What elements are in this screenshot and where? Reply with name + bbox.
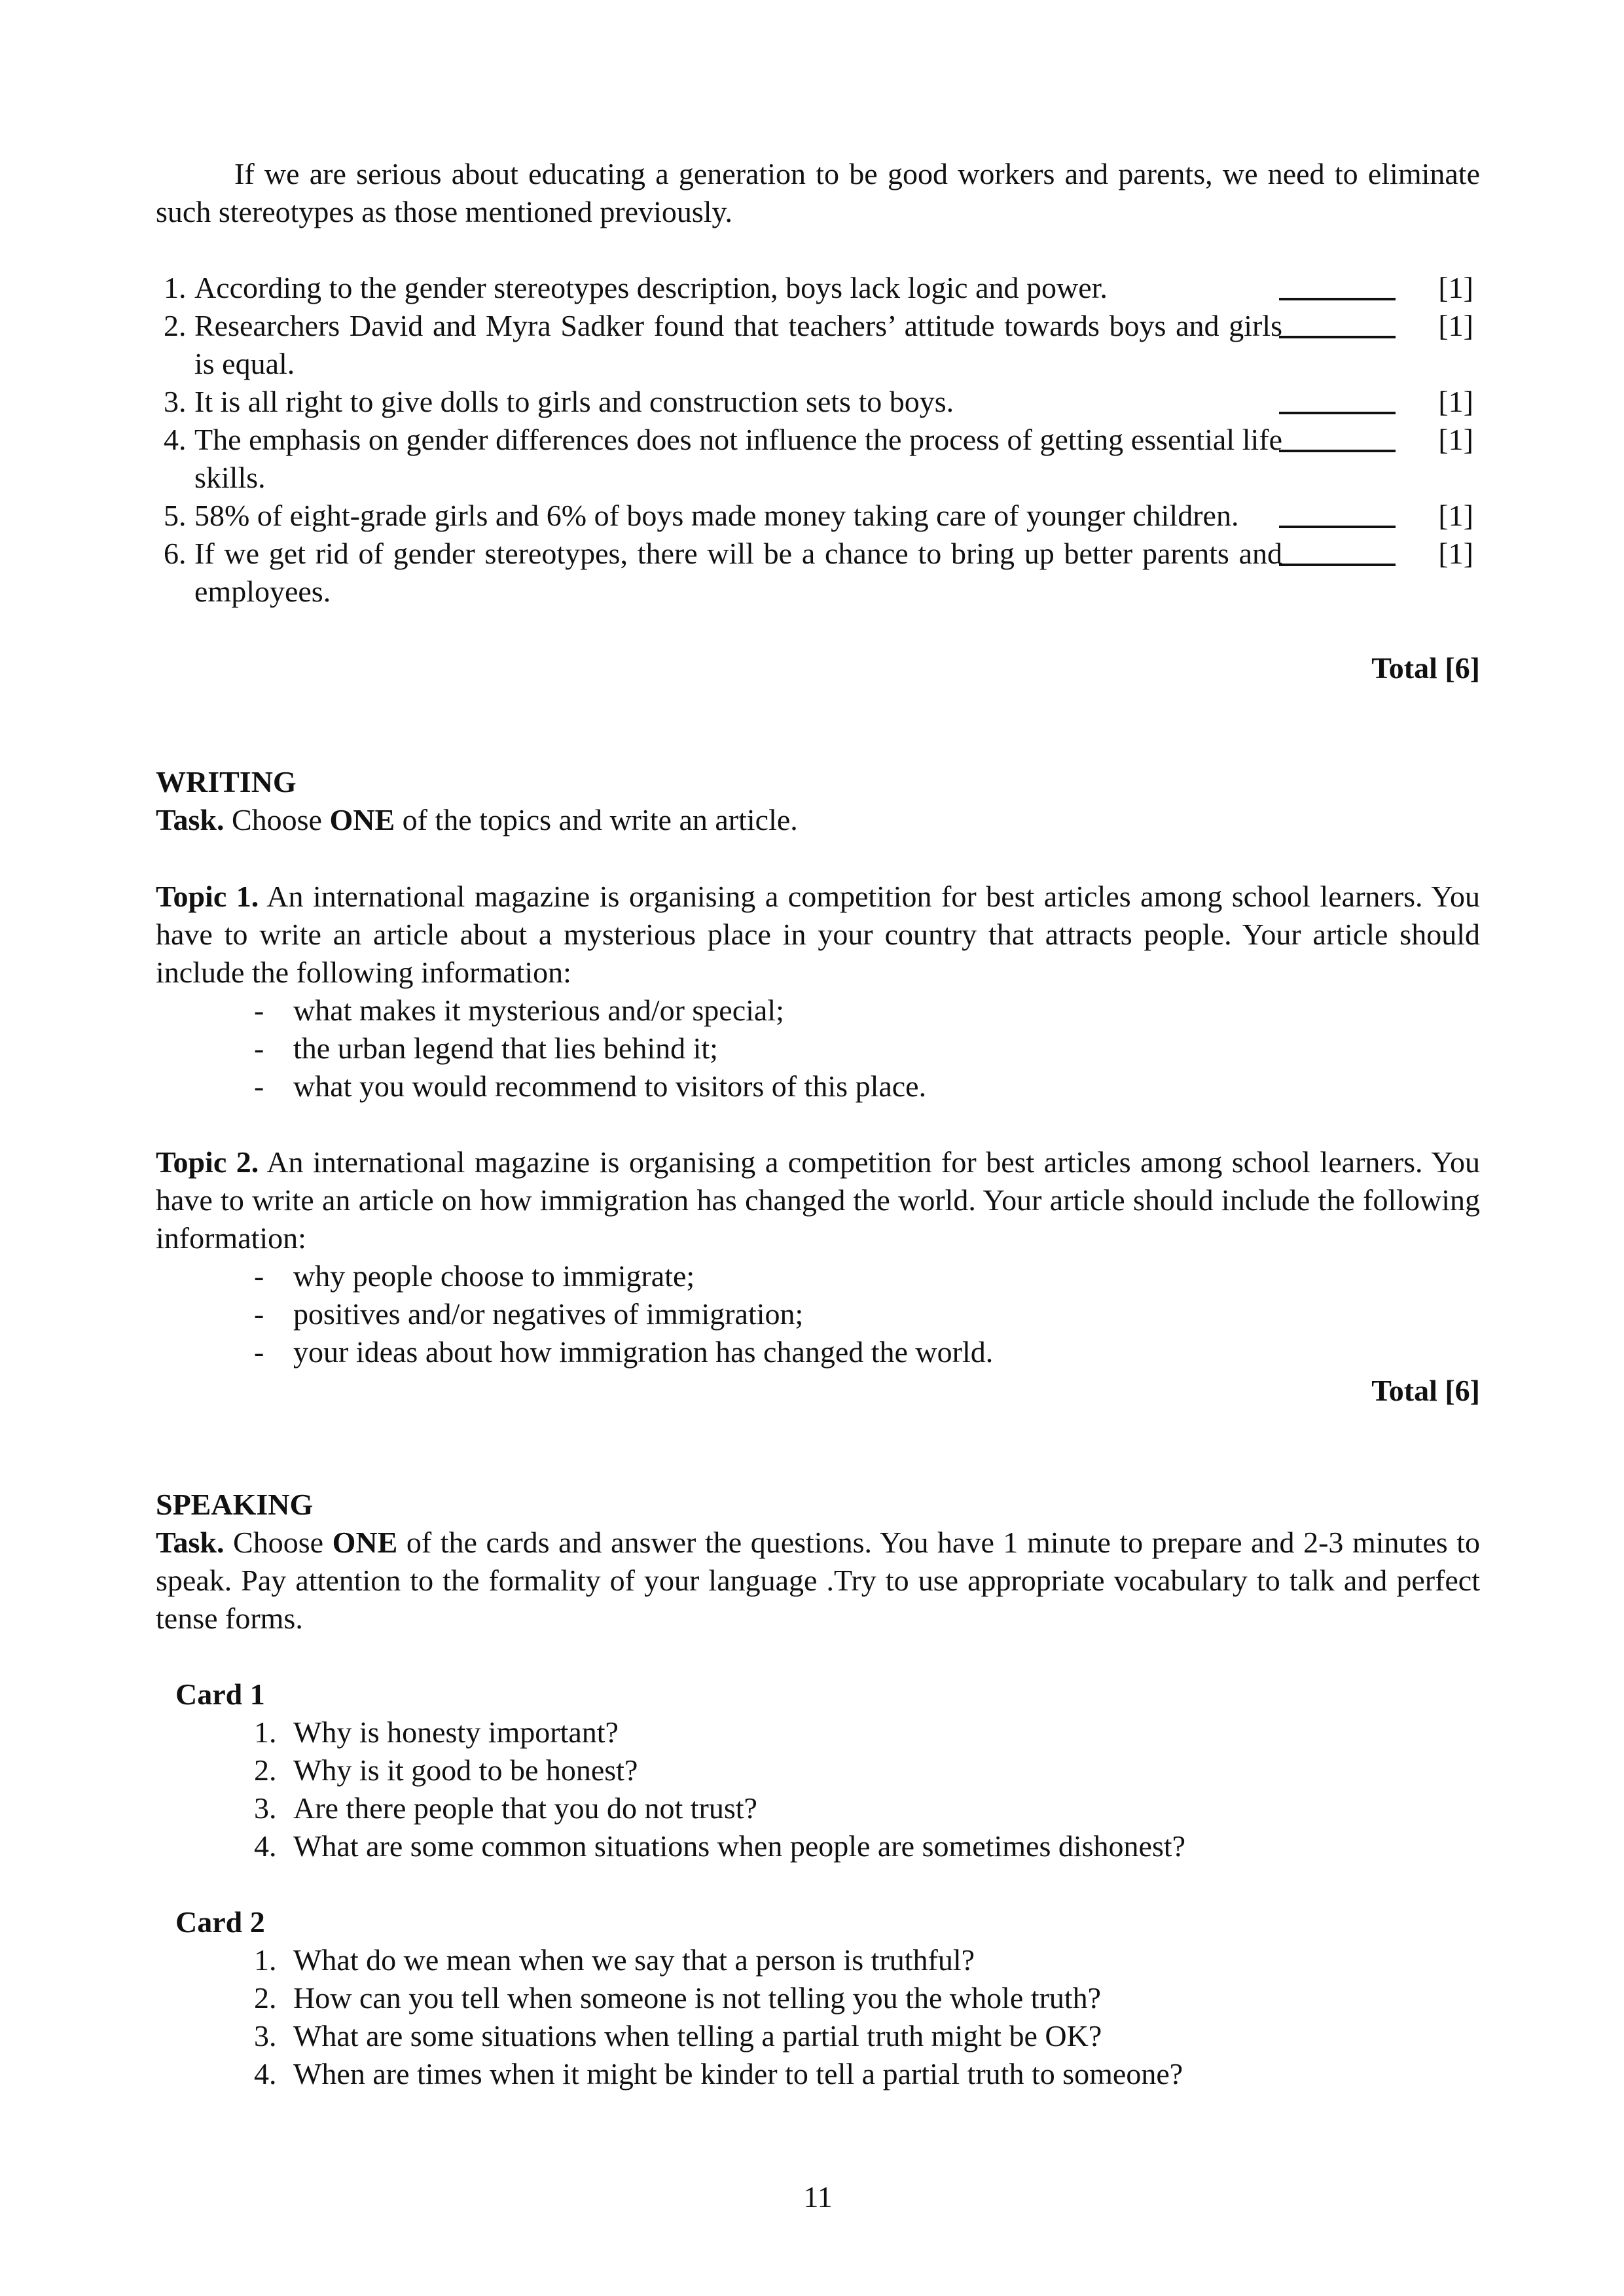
writing-heading: WRITING xyxy=(156,765,297,798)
answer-blank[interactable] xyxy=(1279,421,1396,452)
statement-number: 1. xyxy=(164,271,187,304)
question-item: 4. When are times when it might be kinder to tell a partial truth to someone? xyxy=(254,2057,1183,2090)
statement-text: According to the gender stereotypes description, boys lack logic and power. xyxy=(194,271,1108,304)
topic-1 xyxy=(156,878,1480,1105)
statement-number: 2. xyxy=(164,309,187,342)
answer-blank[interactable] xyxy=(1279,497,1396,528)
topic-2-prompt xyxy=(156,1143,1480,1257)
answer-blank[interactable] xyxy=(1279,535,1396,566)
question-text: Why is it good to be honest? xyxy=(293,1753,638,1787)
task-text-post: of the topics and write an article. xyxy=(395,803,798,836)
statement-item xyxy=(156,307,1480,383)
statement-text: The emphasis on gender differences does not influence the process of getting essential life skills. xyxy=(194,423,1282,494)
question-text: What are some common situations when people are sometimes dishonest? xyxy=(293,1829,1186,1863)
bullet-text: what makes it mysterious and/or special; xyxy=(293,994,784,1027)
question-item: 1. Why is honesty important? xyxy=(254,1715,619,1749)
topic-2 xyxy=(156,1143,1480,1371)
statement-mark: [1] xyxy=(1438,309,1473,342)
topic-2-bullets xyxy=(156,1257,1480,1371)
task-label: Task. xyxy=(156,1526,225,1559)
task-text-pre: Choose xyxy=(224,1526,333,1559)
question-text: What do we mean when we say that a person is truthful? xyxy=(293,1943,975,1977)
document-page xyxy=(156,0,1480,2296)
statement-text: 58% of eight-grade girls and 6% of boys made money taking care of younger children. xyxy=(194,499,1239,532)
statement-text: Researchers David and Myra Sadker found that teachers’ attitude towards boys and girls is equal. xyxy=(194,309,1282,380)
statement-number: 4. xyxy=(164,423,187,456)
question-item: 4. What are some common situations when people are sometimes dishonest? xyxy=(254,1829,1186,1863)
statement-text: It is all right to give dolls to girls and construction sets to boys. xyxy=(194,385,954,418)
intro-paragraph: If we are serious about educating a generation to be good workers and parents, we need to eliminate such stereotypes as those mentioned previously. xyxy=(156,157,1480,228)
question-text: Are there people that you do not trust? xyxy=(293,1791,757,1825)
bullet-item: - what makes it mysterious and/or special; xyxy=(254,994,784,1027)
question-text: What are some situations when telling a partial truth might be OK? xyxy=(293,2019,1102,2053)
question-text: Why is honesty important? xyxy=(293,1715,619,1749)
question-text: When are times when it might be kinder to tell a partial truth to someone? xyxy=(293,2057,1183,2090)
card-1 xyxy=(156,1676,1480,1865)
answer-blank[interactable] xyxy=(1279,307,1396,338)
true-false-statements xyxy=(156,269,1480,611)
card-2-questions xyxy=(156,1941,1480,2093)
answer-blank[interactable] xyxy=(1279,383,1396,414)
statement-item xyxy=(156,497,1480,535)
question-item: 2. How can you tell when someone is not telling you the whole truth? xyxy=(254,1981,1102,2015)
statement-item xyxy=(156,421,1480,497)
statement-item xyxy=(156,383,1480,421)
card-2 xyxy=(156,1903,1480,2093)
topic-text: An international magazine is organising a competition for best articles among school learners. You have to write an article about a mysterious place in your country that attracts people. Your article should include the following information: xyxy=(156,880,1480,989)
bullet-text: your ideas about how immigration has changed the world. xyxy=(293,1335,994,1369)
bullet-item: - why people choose to immigrate; xyxy=(254,1259,695,1293)
statement-mark: [1] xyxy=(1438,537,1473,570)
bullet-text: what you would recommend to visitors of this place. xyxy=(293,1069,927,1103)
topic-1-bullets xyxy=(156,992,1480,1105)
statement-item xyxy=(156,269,1480,307)
topic-text: An international magazine is organising a competition for best articles among school learners. You have to write an article on how immigration has changed the world. Your article should include the following information: xyxy=(156,1145,1480,1255)
card-title: Card 1 xyxy=(175,1677,265,1711)
bullet-item: - the urban legend that lies behind it; xyxy=(254,1031,718,1065)
bullet-text: the urban legend that lies behind it; xyxy=(293,1031,718,1065)
bullet-item: - your ideas about how immigration has changed the world. xyxy=(254,1335,994,1369)
question-item: 3. Are there people that you do not trust? xyxy=(254,1791,757,1825)
statement-mark: [1] xyxy=(1438,499,1473,532)
task-text-pre: Choose xyxy=(224,803,330,836)
statement-number: 3. xyxy=(164,385,187,418)
writing-task xyxy=(156,801,1480,839)
bullet-text: why people choose to immigrate; xyxy=(293,1259,695,1293)
reading-total: Total [6] xyxy=(1371,651,1480,685)
question-item: 3. What are some situations when telling a partial truth might be OK? xyxy=(254,2019,1102,2053)
statement-item xyxy=(156,535,1480,611)
statement-mark: [1] xyxy=(1438,423,1473,456)
answer-blank[interactable] xyxy=(1279,269,1396,300)
task-label: Task. xyxy=(156,803,225,836)
bullet-item: - what you would recommend to visitors of this place. xyxy=(254,1069,927,1103)
bullet-text: positives and/or negatives of immigration; xyxy=(293,1297,804,1331)
task-emphasis: ONE xyxy=(332,1526,398,1559)
statement-text: If we get rid of gender stereotypes, there will be a chance to bring up better parents and employees. xyxy=(194,537,1282,608)
task-text-post: of the cards and answer the questions. You have 1 minute to prepare and 2-3 minutes to speak. Pay attention to the formality of your language .Try to use appropriate vocabulary to talk and perfect tense forms. xyxy=(156,1526,1480,1635)
speaking-task xyxy=(156,1524,1480,1638)
question-text: How can you tell when someone is not telling you the whole truth? xyxy=(293,1981,1102,2015)
page-number: 11 xyxy=(803,2180,833,2214)
speaking-heading: SPEAKING xyxy=(156,1488,314,1521)
statement-mark: [1] xyxy=(1438,271,1473,304)
question-item: 2. Why is it good to be honest? xyxy=(254,1753,638,1787)
topic-1-prompt xyxy=(156,878,1480,992)
card-title: Card 2 xyxy=(175,1905,265,1939)
topic-label: Topic 1. xyxy=(156,880,259,913)
card-1-questions xyxy=(156,1713,1480,1865)
statement-number: 5. xyxy=(164,499,187,532)
bullet-item: - positives and/or negatives of immigration; xyxy=(254,1297,804,1331)
writing-total: Total [6] xyxy=(1371,1374,1480,1407)
statement-mark: [1] xyxy=(1438,385,1473,418)
task-emphasis: ONE xyxy=(329,803,395,836)
topic-label: Topic 2. xyxy=(156,1145,259,1179)
statement-number: 6. xyxy=(164,537,187,570)
question-item: 1. What do we mean when we say that a person is truthful? xyxy=(254,1943,975,1977)
